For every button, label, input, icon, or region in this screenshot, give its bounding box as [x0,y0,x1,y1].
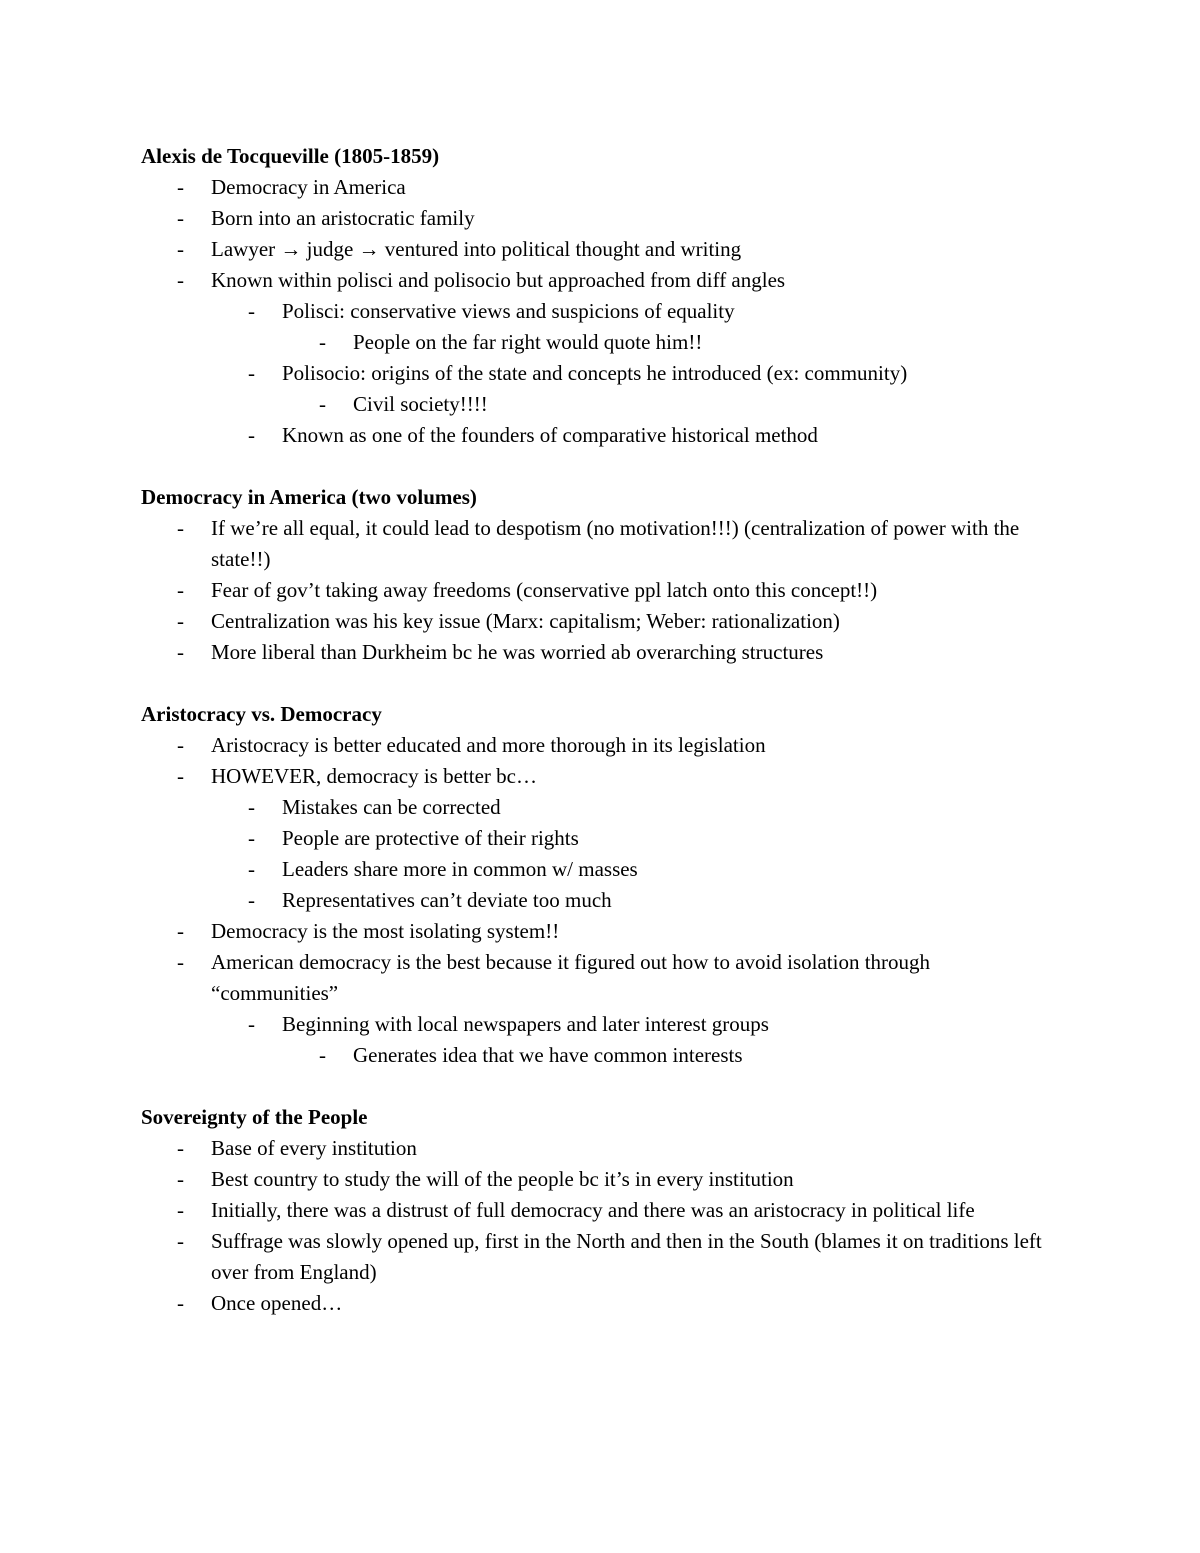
bullet-item-level-2 [141,854,1046,885]
dash-bullet-icon: - [177,1198,184,1222]
dash-bullet-icon: - [248,299,255,323]
notes-body [141,141,1046,1350]
bullet-text: Polisocio: origins of the state and concepts he introduced (ex: community) [282,361,908,385]
section-heading: Aristocracy vs. Democracy [141,702,382,726]
bullet-text: Civil society!!!! [353,392,488,416]
bullet-text: More liberal than Durkheim bc he was worried ab overarching structures [211,640,824,664]
bullet-item-level-1 [141,1288,1046,1319]
bullet-item-level-1 [141,916,1046,947]
bullet-item-level-3 [141,327,1046,358]
bullet-text: Lawyer → judge → ventured into political thought and writing [211,237,742,261]
bullet-item-level-1 [141,947,1046,1009]
bullet-item-level-3 [141,389,1046,420]
bullet-item-level-1 [141,234,1046,265]
bullet-text: Best country to study the will of the people bc it’s in every institution [211,1167,794,1191]
dash-bullet-icon: - [177,175,184,199]
notes-section [141,482,1046,668]
dash-bullet-icon: - [177,919,184,943]
bullet-text: Democracy in America [211,175,406,199]
dash-bullet-icon: - [177,1291,184,1315]
bullet-item-level-1 [141,203,1046,234]
bullet-item-level-1 [141,761,1046,792]
dash-bullet-icon: - [177,733,184,757]
bullet-item-level-2 [141,420,1046,451]
bullet-text: American democracy is the best because it figured out how to avoid isolation through “communities” [211,950,931,1005]
bullet-text: HOWEVER, democracy is better bc… [211,764,537,788]
bullet-text: Fear of gov’t taking away freedoms (conservative ppl latch onto this concept!!) [211,578,878,602]
dash-bullet-icon: - [177,764,184,788]
bullet-text: If we’re all equal, it could lead to despotism (no motivation!!!) (centralization of power with the state!!) [211,516,1020,571]
dash-bullet-icon: - [248,795,255,819]
notes-section [141,699,1046,1071]
bullet-text: Representatives can’t deviate too much [282,888,612,912]
bullet-item-level-1 [141,730,1046,761]
bullet-text: Generates idea that we have common interests [353,1043,743,1067]
bullet-item-level-1 [141,513,1046,575]
dash-bullet-icon: - [248,826,255,850]
notes-section [141,1102,1046,1319]
dash-bullet-icon: - [319,330,326,354]
dash-bullet-icon: - [177,1136,184,1160]
bullet-text: People on the far right would quote him!! [353,330,703,354]
bullet-text: Polisci: conservative views and suspicions of equality [282,299,735,323]
dash-bullet-icon: - [248,857,255,881]
section-heading: Alexis de Tocqueville (1805-1859) [141,144,440,168]
dash-bullet-icon: - [248,888,255,912]
bullet-text: Born into an aristocratic family [211,206,475,230]
dash-bullet-icon: - [177,640,184,664]
dash-bullet-icon: - [177,609,184,633]
bullet-text: Leaders share more in common w/ masses [282,857,638,881]
notes-section [141,141,1046,451]
bullet-item-level-1 [141,575,1046,606]
bullet-text: Known within polisci and polisocio but approached from diff angles [211,268,786,292]
dash-bullet-icon: - [248,1012,255,1036]
bullet-item-level-1 [141,1226,1046,1288]
bullet-item-level-1 [141,1195,1046,1226]
bullet-text: Initially, there was a distrust of full democracy and there was an aristocracy in political life [211,1198,975,1222]
bullet-text: Known as one of the founders of comparative historical method [282,423,818,447]
bullet-item-level-1 [141,606,1046,637]
dash-bullet-icon: - [248,361,255,385]
bullet-item-level-3 [141,1040,1046,1071]
bullet-item-level-2 [141,358,1046,389]
bullet-text: Democracy is the most isolating system!! [211,919,560,943]
bullet-text: Beginning with local newspapers and later interest groups [282,1012,769,1036]
dash-bullet-icon: - [177,1229,184,1253]
bullet-item-level-1 [141,1164,1046,1195]
section-heading: Sovereignty of the People [141,1105,368,1129]
dash-bullet-icon: - [319,1043,326,1067]
bullet-item-level-2 [141,1009,1046,1040]
dash-bullet-icon: - [177,206,184,230]
bullet-text: Aristocracy is better educated and more thorough in its legislation [211,733,766,757]
dash-bullet-icon: - [177,1167,184,1191]
bullet-text: Centralization was his key issue (Marx: capitalism; Weber: rationalization) [211,609,840,633]
dash-bullet-icon: - [177,578,184,602]
bullet-item-level-1 [141,172,1046,203]
bullet-item-level-2 [141,823,1046,854]
bullet-text: Suffrage was slowly opened up, first in the North and then in the South (blames it on traditions left over from England) [211,1229,1042,1284]
bullet-item-level-1 [141,265,1046,296]
section-heading: Democracy in America (two volumes) [141,485,477,509]
bullet-text: Base of every institution [211,1136,417,1160]
bullet-item-level-1 [141,637,1046,668]
bullet-text: People are protective of their rights [282,826,579,850]
dash-bullet-icon: - [319,392,326,416]
bullet-item-level-2 [141,792,1046,823]
bullet-text: Once opened… [211,1291,343,1315]
dash-bullet-icon: - [177,950,184,974]
bullet-item-level-1 [141,1133,1046,1164]
bullet-item-level-2 [141,885,1046,916]
dash-bullet-icon: - [177,268,184,292]
dash-bullet-icon: - [177,237,184,261]
bullet-text: Mistakes can be corrected [282,795,501,819]
bullet-item-level-2 [141,296,1046,327]
dash-bullet-icon: - [177,516,184,540]
dash-bullet-icon: - [248,423,255,447]
